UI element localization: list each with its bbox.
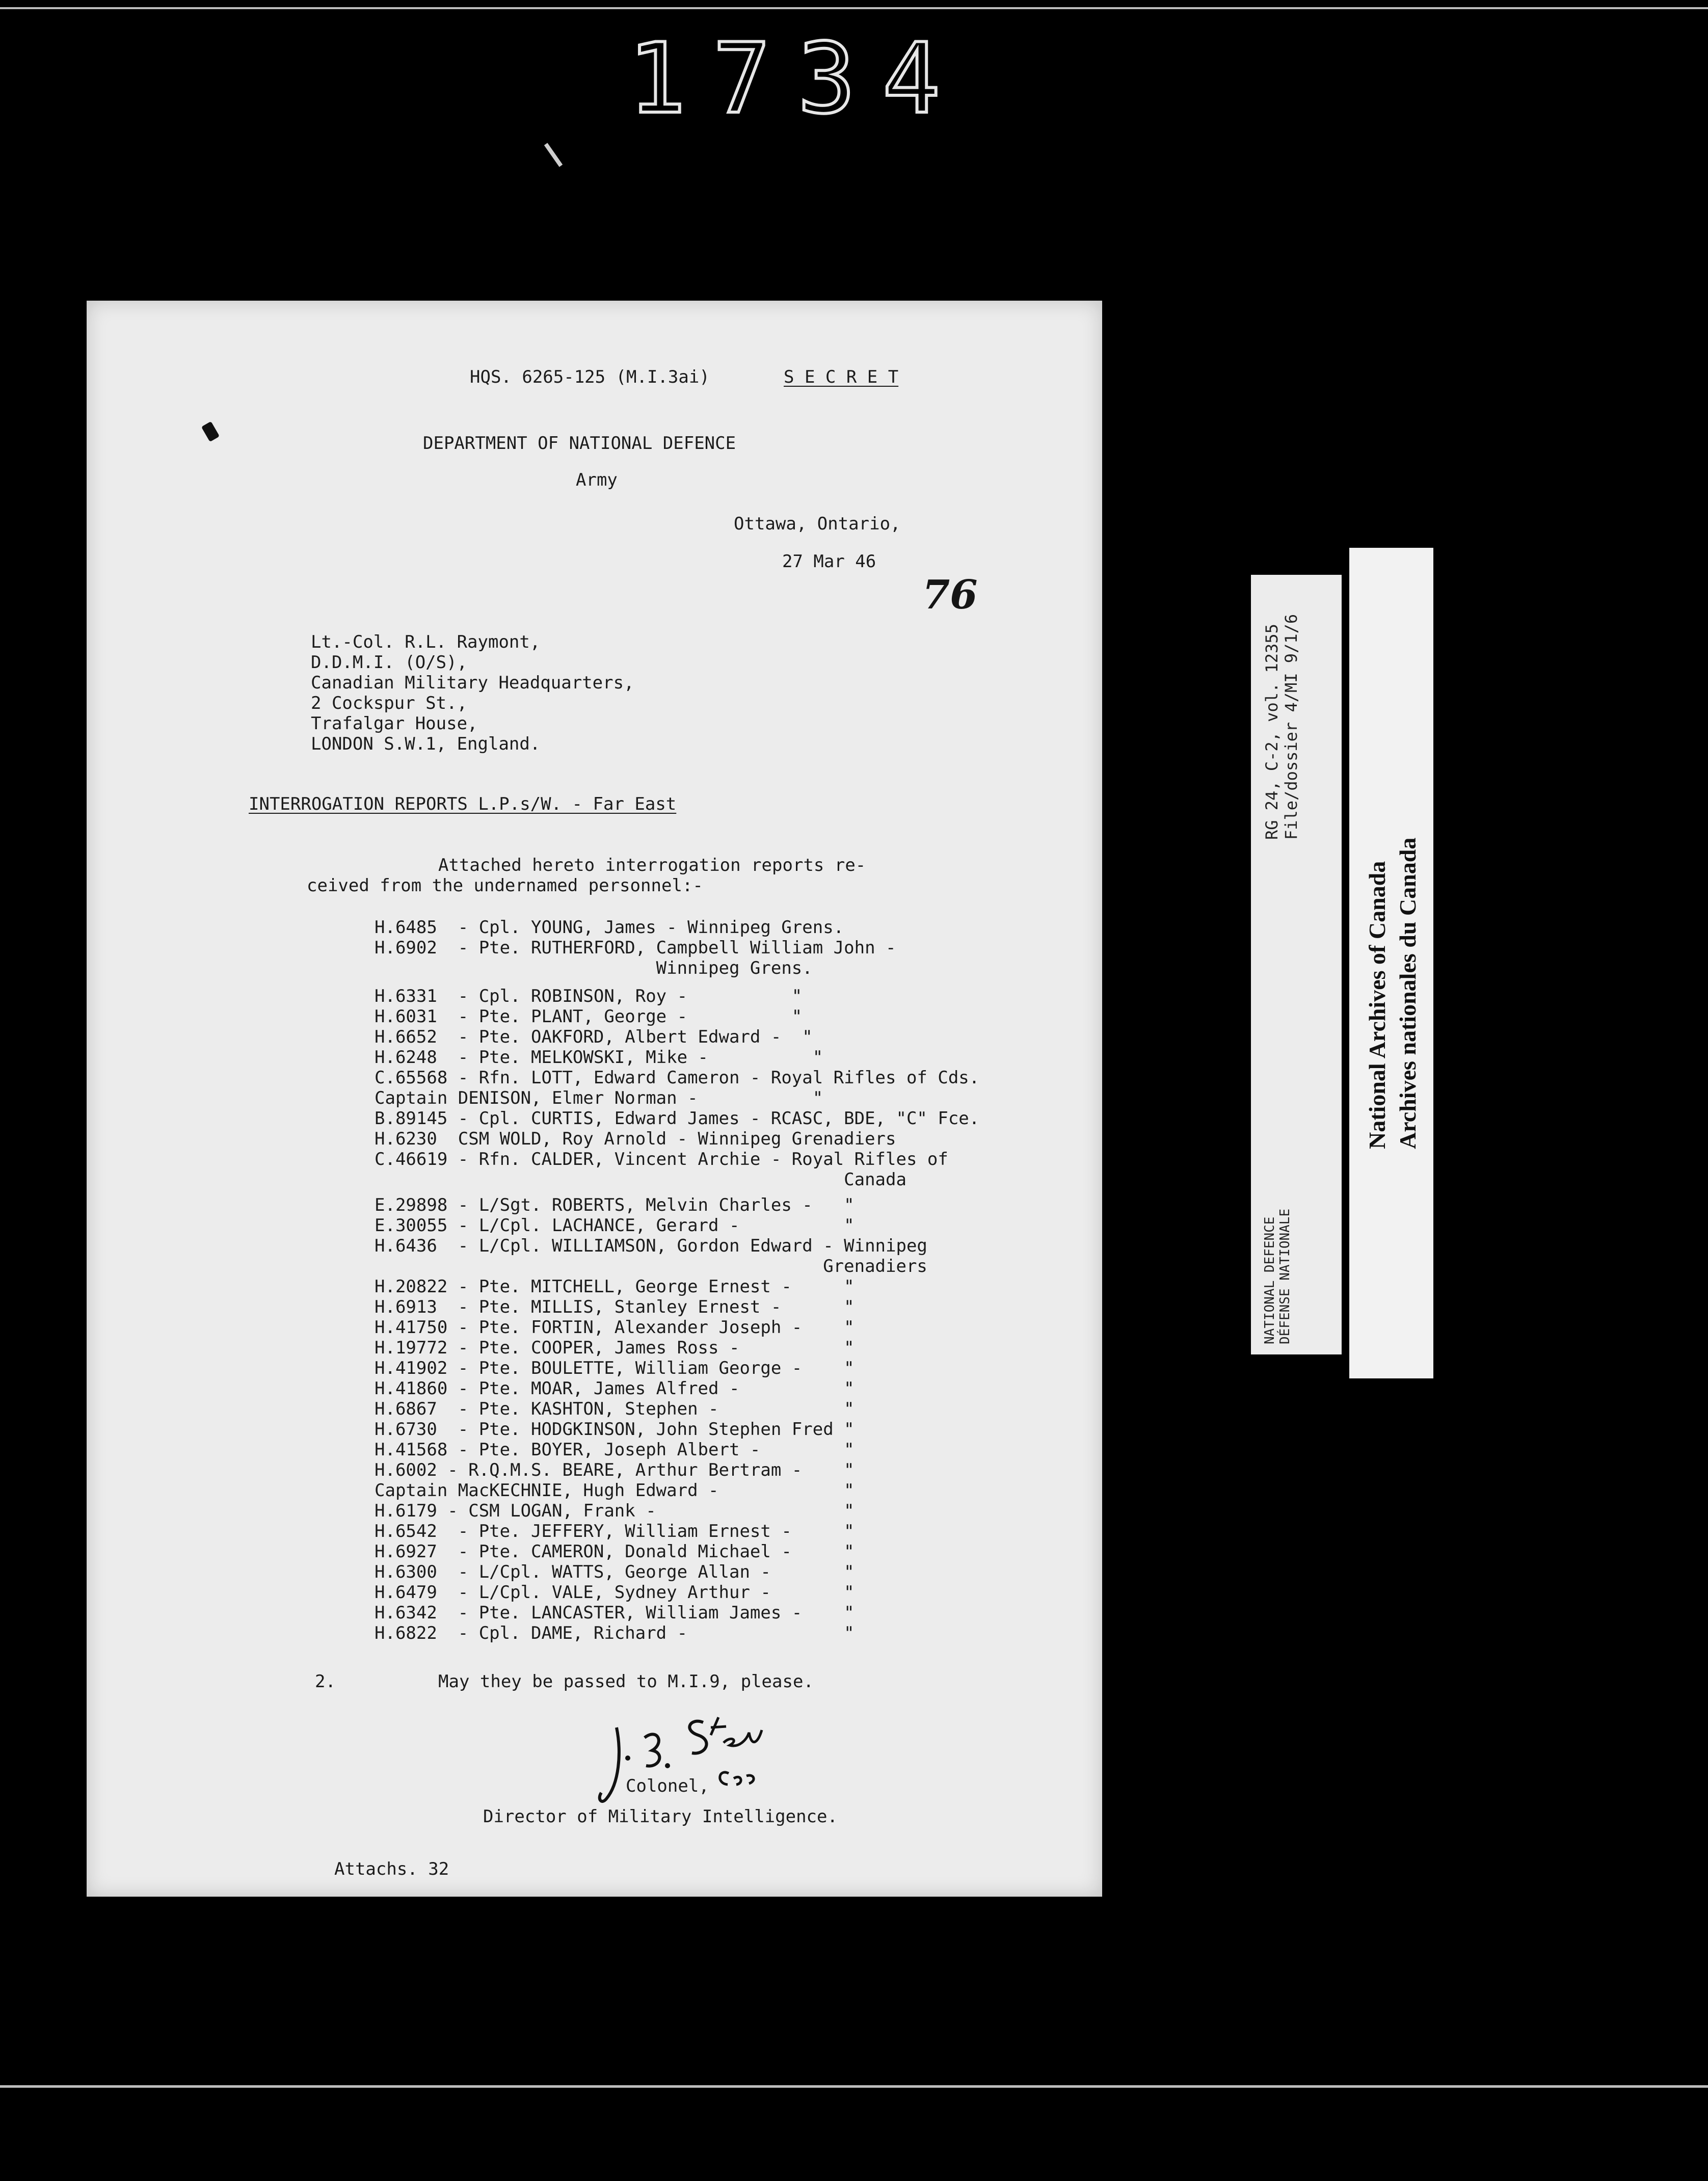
archive-label xyxy=(1349,548,1433,1378)
handwritten-number: 76 xyxy=(922,572,978,618)
personnel-entry: Winnipeg Grens. xyxy=(375,958,813,978)
department-heading: DEPARTMENT OF NATIONAL DEFENCE xyxy=(423,433,736,454)
personnel-entry: H.6331 - Cpl. ROBINSON, Roy - " xyxy=(375,986,803,1006)
addressee-line: Trafalgar House, xyxy=(311,713,478,734)
date: 27 Mar 46 xyxy=(782,551,876,572)
personnel-entry: H.6730 - Pte. HODGKINSON, John Stephen Fred " xyxy=(375,1419,855,1440)
signature-title: Director of Military Intelligence. xyxy=(483,1806,838,1827)
archive-label-fr: Archives nationales du Canada xyxy=(1395,837,1421,1149)
personnel-entry: H.6248 - Pte. MELKOWSKI, Mike - " xyxy=(375,1047,823,1068)
personnel-entry: H.41902 - Pte. BOULETTE, William George - " xyxy=(375,1358,855,1378)
personnel-entry: H.6902 - Pte. RUTHERFORD, Campbell William John - xyxy=(375,938,896,958)
archive-reference-stamp xyxy=(1251,575,1342,1354)
film-frame-line-bottom xyxy=(0,2085,1708,2088)
archive-reference: RG 24, C-2, vol. 12355 xyxy=(1262,624,1282,840)
personnel-entry: Captain DENISON, Elmer Norman - " xyxy=(375,1088,823,1108)
personnel-entry: H.6867 - Pte. KASHTON, Stephen - " xyxy=(375,1399,855,1419)
personnel-entry: H.6342 - Pte. LANCASTER, William James - " xyxy=(375,1603,855,1623)
personnel-entry: H.6485 - Cpl. YOUNG, James - Winnipeg Grens. xyxy=(375,917,844,938)
personnel-entry: H.6913 - Pte. MILLIS, Stanley Ernest - " xyxy=(375,1297,855,1317)
personnel-entry: B.89145 - Cpl. CURTIS, Edward James - RCASC, BDE, "C" Fce. xyxy=(375,1108,980,1129)
personnel-entry: Captain MacKECHNIE, Hugh Edward - " xyxy=(375,1480,855,1501)
location: Ottawa, Ontario, xyxy=(734,514,901,534)
personnel-entry: H.6179 - CSM LOGAN, Frank - " xyxy=(375,1501,855,1521)
film-frame-line-top xyxy=(0,7,1708,9)
personnel-entry: C.46619 - Rfn. CALDER, Vincent Archie - Royal Rifles of xyxy=(375,1149,948,1169)
subject-line: INTERROGATION REPORTS L.P.s/W. - Far East xyxy=(249,794,677,814)
personnel-entry: H.6927 - Pte. CAMERON, Donald Michael - " xyxy=(375,1541,855,1562)
personnel-entry: Grenadiers xyxy=(375,1256,927,1276)
addressee-line: Lt.-Col. R.L. Raymont, xyxy=(311,632,541,652)
document-page xyxy=(87,301,1102,1897)
personnel-entry: H.6300 - L/Cpl. WATTS, George Allan - " xyxy=(375,1562,855,1582)
personnel-entry: H.6542 - Pte. JEFFERY, William Ernest - " xyxy=(375,1521,855,1541)
archive-file-number: File/dossier 4/MI 9/1/6 xyxy=(1282,614,1301,840)
personnel-entry: H.20822 - Pte. MITCHELL, George Ernest - " xyxy=(375,1276,855,1297)
personnel-entry: Canada xyxy=(375,1169,906,1190)
film-frame-number: 1734 xyxy=(628,22,967,135)
personnel-entry: H.41860 - Pte. MOAR, James Alfred - " xyxy=(375,1378,855,1399)
personnel-entry: E.29898 - L/Sgt. ROBERTS, Melvin Charles - " xyxy=(375,1195,855,1215)
paragraph-number: 2. xyxy=(315,1671,336,1692)
service-heading: Army xyxy=(576,470,618,490)
file-reference: HQS. 6265-125 (M.I.3ai) xyxy=(470,367,710,387)
personnel-entry: H.19772 - Pte. COOPER, James Ross - " xyxy=(375,1338,855,1358)
personnel-entry: C.65568 - Rfn. LOTT, Edward Cameron - Royal Rifles of Cds. xyxy=(375,1068,980,1088)
personnel-entry: H.6230 CSM WOLD, Roy Arnold - Winnipeg Grenadiers xyxy=(375,1129,896,1149)
personnel-entry: H.6479 - L/Cpl. VALE, Sydney Arthur - " xyxy=(375,1582,855,1603)
addressee-line: 2 Cockspur St., xyxy=(311,693,468,713)
ink-mark xyxy=(201,421,220,442)
personnel-entry: H.6031 - Pte. PLANT, George - " xyxy=(375,1006,803,1027)
ministry-name-fr: DÉFENSE NATIONALE xyxy=(1277,1208,1293,1344)
addressee-line: Canadian Military Headquarters, xyxy=(311,673,634,693)
personnel-entry: H.6436 - L/Cpl. WILLIAMSON, Gordon Edward - Winnipeg xyxy=(375,1236,927,1256)
paragraph-text: May they be passed to M.I.9, please. xyxy=(438,1671,814,1692)
signature-rank: Colonel, xyxy=(626,1776,709,1796)
archive-label-en: National Archives of Canada xyxy=(1364,861,1390,1149)
personnel-entry: H.41568 - Pte. BOYER, Joseph Albert - " xyxy=(375,1440,855,1460)
personnel-entry: H.6822 - Cpl. DAME, Richard - " xyxy=(375,1623,855,1643)
attachments-note: Attachs. 32 xyxy=(334,1859,449,1879)
film-speck xyxy=(544,143,563,167)
addressee-line: D.D.M.I. (O/S), xyxy=(311,652,468,673)
ministry-name-en: NATIONAL DEFENCE xyxy=(1262,1216,1277,1344)
personnel-entry: H.41750 - Pte. FORTIN, Alexander Joseph - " xyxy=(375,1317,855,1338)
personnel-entry: E.30055 - L/Cpl. LACHANCE, Gerard - " xyxy=(375,1215,855,1236)
personnel-entry: H.6002 - R.Q.M.S. BEARE, Arthur Bertram - " xyxy=(375,1460,855,1480)
intro-line: ceived from the undernamed personnel:- xyxy=(307,875,703,896)
personnel-entry: H.6652 - Pte. OAKFORD, Albert Edward - " xyxy=(375,1027,813,1047)
classification: S E C R E T xyxy=(784,367,899,387)
intro-line: Attached hereto interrogation reports re- xyxy=(438,855,866,875)
addressee-line: LONDON S.W.1, England. xyxy=(311,734,541,754)
